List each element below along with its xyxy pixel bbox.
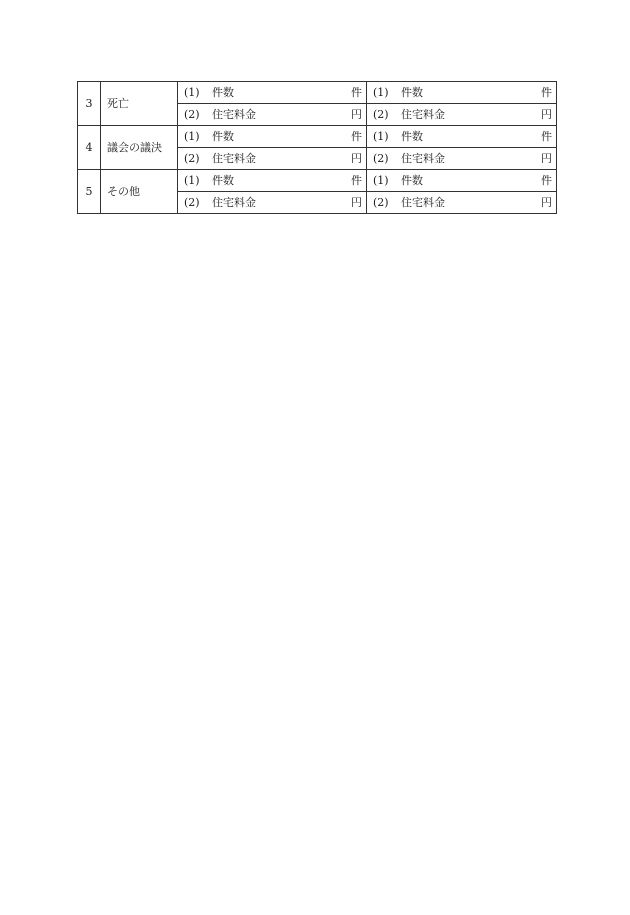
item-cell-right (367, 192, 557, 214)
item-label: 件数 (212, 174, 234, 187)
item-label: 住宅料金 (212, 108, 256, 121)
item-label: 件数 (212, 86, 234, 99)
table-row (78, 82, 557, 104)
table-row (78, 170, 557, 192)
housing-fee-table (77, 81, 557, 214)
item-label: 住宅料金 (401, 152, 445, 165)
item-cell-left (178, 170, 367, 192)
item-label: 件数 (401, 86, 423, 99)
item-unit: 円 (541, 196, 552, 209)
item-unit: 件 (351, 86, 362, 99)
item-cell-right (367, 104, 557, 126)
item-unit: 円 (541, 152, 552, 165)
item-number: (2) (184, 196, 200, 209)
item-number: (2) (373, 196, 389, 209)
item-cell-right (367, 170, 557, 192)
item-unit: 件 (351, 174, 362, 187)
item-cell-right (367, 148, 557, 170)
item-label: 件数 (212, 130, 234, 143)
item-unit: 円 (351, 196, 362, 209)
item-number: (2) (184, 108, 200, 121)
item-unit: 円 (351, 152, 362, 165)
item-cell-left (178, 126, 367, 148)
item-unit: 件 (541, 174, 552, 187)
row-number: 5 (78, 170, 101, 214)
item-cell-left (178, 148, 367, 170)
item-number: (1) (373, 86, 389, 99)
row-number: 3 (78, 82, 101, 126)
table-row (78, 126, 557, 148)
item-number: (2) (184, 152, 200, 165)
item-number: (1) (184, 174, 200, 187)
item-label: 住宅料金 (212, 196, 256, 209)
item-cell-right (367, 82, 557, 104)
reason-label: 議会の議決 (101, 126, 178, 170)
item-unit: 件 (541, 130, 552, 143)
item-cell-left (178, 192, 367, 214)
item-number: (1) (373, 174, 389, 187)
item-number: (2) (373, 108, 389, 121)
item-number: (1) (184, 130, 200, 143)
row-number: 4 (78, 126, 101, 170)
item-label: 住宅料金 (212, 152, 256, 165)
item-label: 住宅料金 (401, 108, 445, 121)
reason-label: その他 (101, 170, 178, 214)
item-number: (1) (373, 130, 389, 143)
item-cell-right (367, 126, 557, 148)
item-unit: 件 (541, 86, 552, 99)
item-label: 住宅料金 (401, 196, 445, 209)
reason-label: 死亡 (101, 82, 178, 126)
item-label: 件数 (401, 130, 423, 143)
item-unit: 円 (351, 108, 362, 121)
item-number: (2) (373, 152, 389, 165)
item-cell-left (178, 104, 367, 126)
item-label: 件数 (401, 174, 423, 187)
item-unit: 件 (351, 130, 362, 143)
item-unit: 円 (541, 108, 552, 121)
item-number: (1) (184, 86, 200, 99)
item-cell-left (178, 82, 367, 104)
